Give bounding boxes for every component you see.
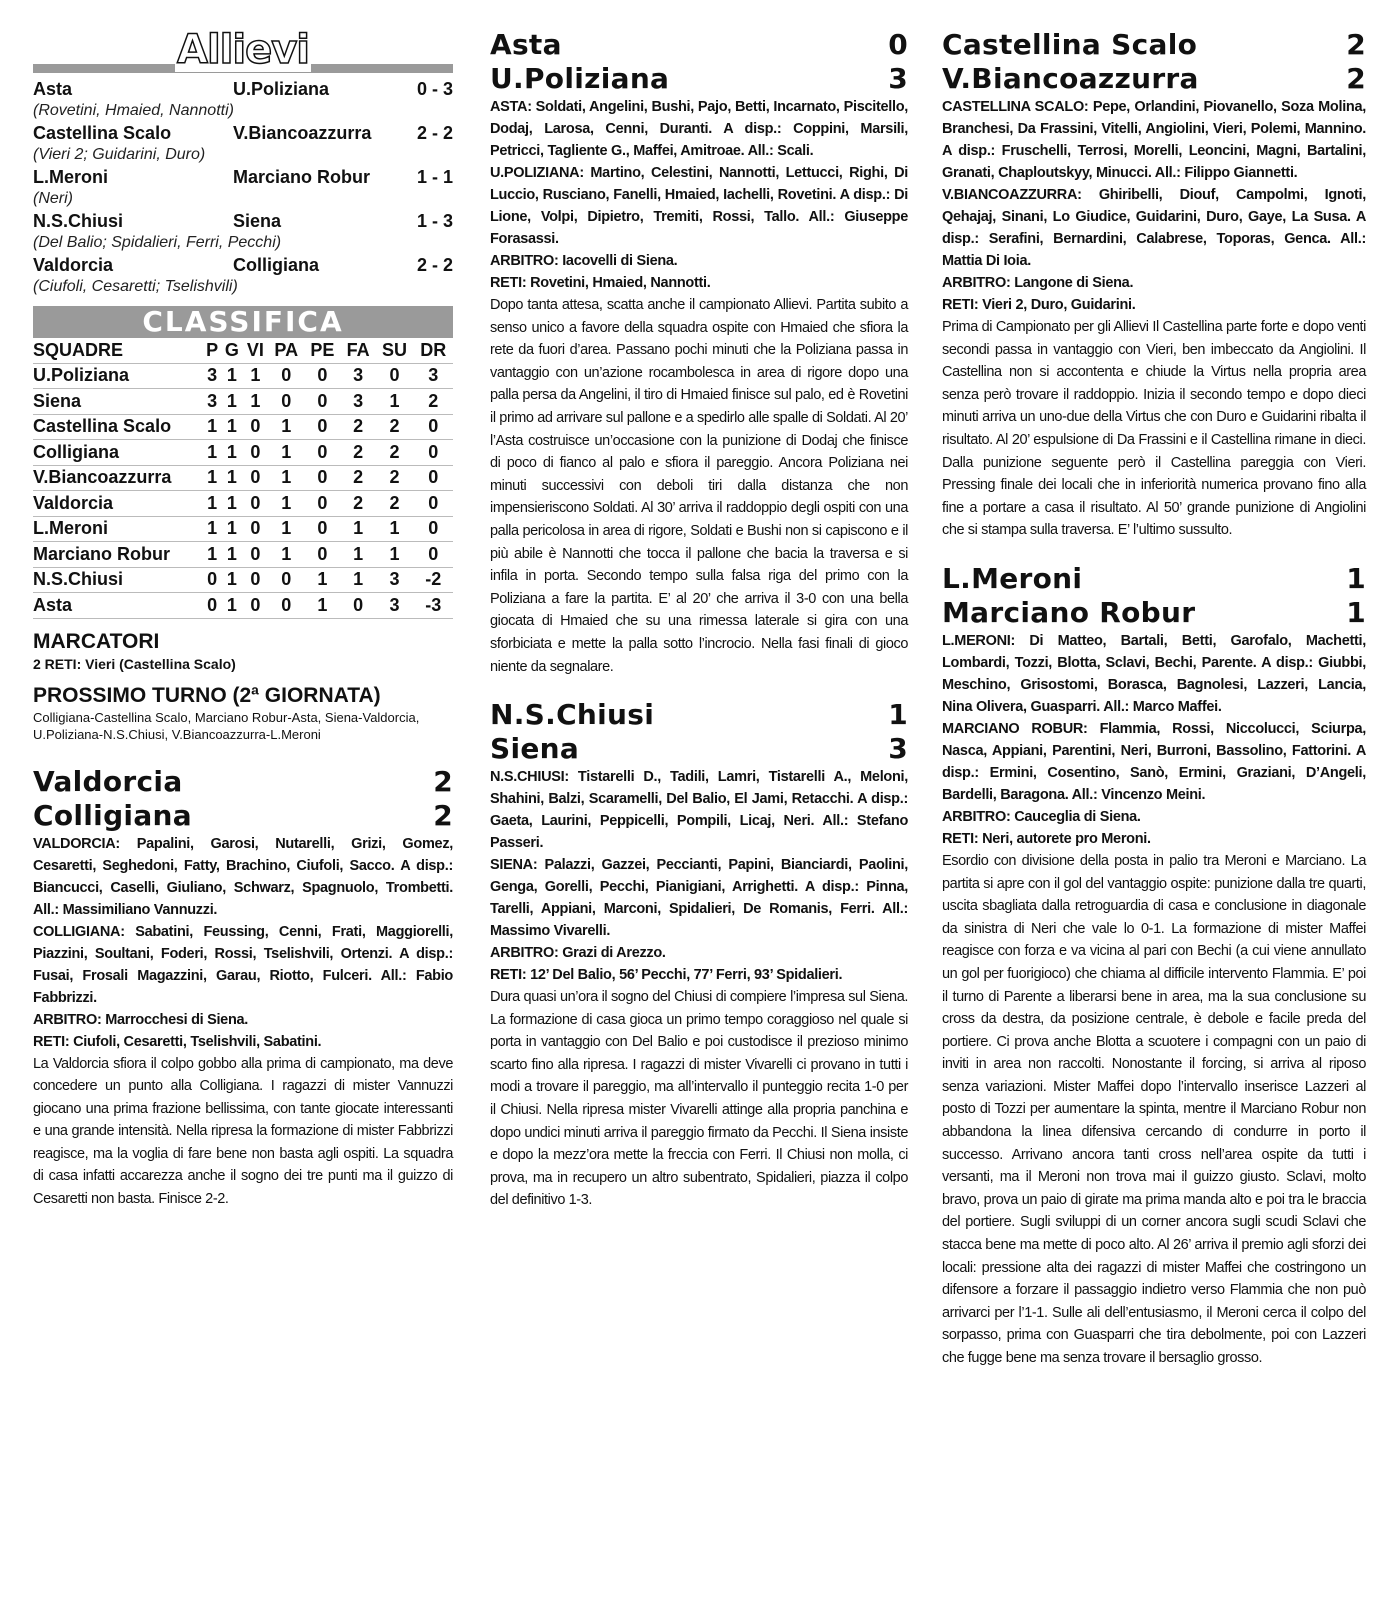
away-team: Siena [490, 732, 580, 766]
report-text: Dura quasi un’ora il sogno del Chiusi di compiere l’impresa sul Siena. La formazione di casa gioca un primo tempo coraggioso nel quale si porta in vantaggio con Del Balio e poi custodisce il prezioso minimo scarto fino alla ripresa. I ragazzi di mister Vivarelli ci provano in tutti i modi a trovare il pareggio, ma all’intervallo il punteggio recita 1-0 per il Chiusi. Nella ripresa mister Vivarelli attinge alla propria panchina e dopo undici minuti arriva il pareggio firmato da Pecchi. Il Siena insiste e dopo la mezz’ora mette la freccia con Ferri. Il Chiusi non molla, ci prova, ma in recupero un altro subentrato, Spidalieri, piazza il colpo del definitivo 1-3. [490, 989, 908, 1209]
home-lineup: L.MERONI: Di Matteo, Bartali, Betti, Garofalo, Machetti, Lombardi, Tozzi, Blotta, Sclavi, Bechi, Parente. A disp.: Giubbi, Meschino, Grisostomi, Borasca, Bagnolesi, Lazzeri, Lancia, Nina Olivera, Guasparri. All.: Marco Maffei. [942, 632, 1366, 715]
stat-cell: 1 [203, 440, 221, 466]
stat-cell: 0 [268, 389, 304, 415]
result-away: Marciano Robur [233, 167, 371, 187]
home-team: Asta [490, 28, 562, 61]
result-away: Siena [233, 211, 282, 231]
away-score: 2 [1346, 62, 1366, 95]
stat-cell: 0 [304, 542, 340, 568]
column-3 [942, 28, 1366, 1380]
stat-cell: 0 [304, 491, 340, 517]
stat-cell: 0 [414, 516, 454, 542]
stat-cell: 1 [221, 491, 242, 517]
next-round-text: Colligiana-Castellina Scalo, Marciano Robur-Asta, Siena-Valdorcia, U.Poliziana-N.S.Chiusi, V.Biancoazzurra-L.Meroni [33, 709, 420, 742]
stat-cell: 1 [242, 389, 268, 415]
result-away: V.Biancoazzurra [233, 123, 372, 143]
stat-cell: 1 [221, 516, 242, 542]
standings-header-cell: PA [268, 338, 304, 363]
result-item [33, 254, 453, 298]
stat-cell: 0 [414, 414, 454, 440]
stat-cell: 0 [304, 389, 340, 415]
away-team: V.Biancoazzurra [942, 62, 1199, 95]
standings-header-cell: VI [242, 338, 268, 363]
stat-cell: 3 [341, 363, 376, 389]
stat-cell: 0 [341, 593, 376, 619]
match-report-chiusi [490, 698, 908, 1212]
result-home: Castellina Scalo [33, 123, 172, 143]
stat-cell: 0 [376, 363, 414, 389]
away-score: 3 [888, 732, 908, 766]
away-lineup: U.POLIZIANA: Martino, Celestini, Nannotti, Lettucci, Righi, Di Luccio, Rusciano, Fanelli, Hmaied, Iachelli, Rovetini. A disp.: Di Lione, Volpi, Dipietro, Tremiti, Rossi, Tallo. All.: Giuseppe Forasassi. [490, 165, 908, 247]
result-scorers: (Vieri 2; Guidarini, Duro) [33, 146, 206, 163]
stat-cell: 1 [221, 567, 242, 593]
stat-cell: 1 [376, 516, 414, 542]
stat-cell: 1 [221, 593, 242, 619]
stat-cell: 0 [242, 567, 268, 593]
referee: ARBITRO: Cauceglia di Siena. [942, 808, 1141, 825]
section-title: Allievi [176, 27, 310, 73]
stat-cell: 0 [304, 414, 340, 440]
team-name: Castellina Scalo [33, 414, 203, 440]
stat-cell: 3 [414, 363, 454, 389]
stat-cell: 2 [341, 491, 376, 517]
away-score: 1 [1346, 595, 1366, 629]
standings-header-cell: SU [376, 338, 414, 363]
stat-cell: 1 [221, 363, 242, 389]
stat-cell: 2 [341, 414, 376, 440]
stat-cell: 0 [414, 440, 454, 466]
stat-cell: 0 [242, 440, 268, 466]
report-text: Dopo tanta attesa, scatta anche il campionato Allievi. Partita subito a senso unico a favore della squadra ospite con Hmaied che sfiora la rete da fuori d’area. Passano pochi minuti che la Poliziana passa in vantaggio con un’azione rocambolesca in area di rigore dopo una palla persa da Angelini, il tiro di Hmaied finisce sul palo, ed è Rovetini il primo ad arrivare sul pallone e a spedirlo alle spalle di Soldati. Al 20’ l’Asta costruisce un’occasione con la punizione di Dodaj che finisce di poco di fianco al palo e sfiora il pareggio. Ancora Poliziana nei minuti successivi con deboli tiri dalla distanza che non impensieriscono Soldati. Al 30’ arriva il raddoppio degli ospiti con una palla pericolosa in area di rigore, Soldati e Bushi non si capiscono e il più abile è Nannotti che tocca il pallone che bacia la traversa e si infila in porta. Secondo tempo sulla falsa riga del primo con la Poliziana a fare la partita. E’ al 20’ che arriva il 3-0 con una bella giocata di Hmaied che su una rimessa laterale si gira con una sforbiciata e mette la palla sotto l’incrocio. Nella fasi finali di gioco niente da segnalare. [490, 297, 908, 675]
stat-cell: 0 [268, 363, 304, 389]
match-report-asta [490, 28, 908, 678]
home-score: 1 [1346, 561, 1366, 595]
scorers-title: MARCATORI [33, 629, 160, 653]
stat-cell: 1 [221, 389, 242, 415]
stat-cell: 1 [203, 465, 221, 491]
goals: RETI: Vieri 2, Duro, Guidarini. [942, 297, 1136, 313]
home-lineup: ASTA: Soldati, Angelini, Bushi, Pajo, Betti, Incarnato, Piscitello, Dodaj, Larosa, Cenni, Duranti. A disp.: Coppini, Marsili, Petricci, Tagliente G., Maffei, Amitroae. All.: Scali. [490, 99, 908, 159]
standings-header-cell: P [203, 338, 221, 363]
result-away: U.Poliziana [233, 79, 330, 99]
standings-title: CLASSIFICA [33, 306, 453, 338]
stat-cell: -3 [414, 593, 454, 619]
column-2 [490, 28, 908, 1222]
stat-cell: 0 [203, 567, 221, 593]
standings-body [33, 363, 453, 618]
team-name: Valdorcia [33, 491, 203, 517]
match-report-valdorcia [33, 765, 453, 1211]
standings-header-row [33, 338, 453, 363]
stat-cell: 1 [376, 389, 414, 415]
result-home: Valdorcia [33, 255, 114, 275]
stat-cell: 1 [376, 542, 414, 568]
stat-cell: 0 [242, 593, 268, 619]
report-text: Prima di Campionato per gli Allievi Il Castellina parte forte e dopo venti secondi passa in vantaggio con Vieri, ben imbeccato da Angiolini. Il Castellina non si accontenta e chiude la Virtus nella propria area senza però trovare il raddoppio. Inizia il secondo tempo e dopo dieci minuti arriva un uno-due della Virtus che con Duro e Guidarini ribalta il risultato. Al 20’ espulsione di Da Frassini e il Castellina rimane in dieci. Dalla punizione seguente però il Castellina pareggia con Vieri. Pressing finale dei locali che in inferiorità numerica provano fino alla fine a portare a casa il risultato. Al 50’ grande punizione di Angiolini che si stampa sulla traversa. E’ l’ultimo sussulto. [942, 319, 1366, 539]
team-name: Colligiana [33, 440, 203, 466]
stat-cell: 0 [242, 542, 268, 568]
referee: ARBITRO: Langone di Siena. [942, 275, 1134, 291]
stat-cell: 1 [304, 567, 340, 593]
result-score: 1 - 1 [416, 167, 453, 187]
stat-cell: 1 [268, 440, 304, 466]
stat-cell: -2 [414, 567, 454, 593]
stat-cell: 2 [341, 465, 376, 491]
result-item [33, 78, 453, 122]
stat-cell: 1 [341, 542, 376, 568]
table-row [33, 567, 453, 593]
result-scorers: (Neri) [33, 190, 73, 207]
home-team: Valdorcia [33, 764, 183, 798]
home-score: 2 [1346, 28, 1366, 61]
goals: RETI: Ciufoli, Cesaretti, Tselishvili, Sabatini. [33, 1033, 322, 1050]
stat-cell: 1 [268, 542, 304, 568]
standings-table [33, 338, 453, 619]
results-list [33, 78, 453, 298]
stat-cell: 1 [221, 414, 242, 440]
stat-cell: 0 [414, 542, 454, 568]
stat-cell: 1 [221, 542, 242, 568]
stat-cell: 1 [242, 363, 268, 389]
result-item [33, 122, 453, 166]
stat-cell: 0 [304, 363, 340, 389]
standings-header-cell: G [221, 338, 242, 363]
team-name: L.Meroni [33, 516, 203, 542]
stat-cell: 0 [304, 516, 340, 542]
stat-cell: 3 [203, 389, 221, 415]
match-report-meroni [942, 562, 1366, 1370]
table-row [33, 516, 453, 542]
stat-cell: 0 [304, 465, 340, 491]
result-home: N.S.Chiusi [33, 211, 124, 231]
result-home: L.Meroni [33, 167, 108, 187]
report-text: La Valdorcia sfiora il colpo gobbo alla prima di campionato, ma deve concedere un punto alla Colligiana. I ragazzi di mister Vannuzzi giocano una prima frazione bellissima, con tante giocate interessanti e una grande intensità. Nella ripresa la formazione di mister Fabbrizzi reagisce, ma la voglia di fare bene non basta agli ospiti. La squadra di casa infatti accarezza anche il sogno dei tre punti ma il guizzo di Cesaretti non basta. Finisce 2-2. [33, 1055, 453, 1208]
stat-cell: 1 [341, 516, 376, 542]
away-team: Colligiana [33, 798, 192, 832]
section-header [33, 28, 453, 72]
match-report-castellina [942, 28, 1366, 542]
table-row [33, 389, 453, 415]
home-lineup: CASTELLINA SCALO: Pepe, Orlandini, Piovanello, Soza Molina, Branchesi, Da Frassini, Vitelli, Angiolini, Vieri, Polemi, Mannino. A disp.: Fruschelli, Terrosi, Morelli, Leoncini, Magni, Bartalini, Granati, Chaploutskyy, Minucci. All.: Filippo Giannetti. [942, 99, 1366, 181]
result-scorers: (Del Balio; Spidalieri, Ferri, Pecchi) [33, 234, 282, 251]
result-score: 2 - 2 [416, 255, 453, 275]
home-lineup: VALDORCIA: Papalini, Garosi, Nutarelli, Grizi, Gomez, Cesaretti, Seghedoni, Fatty, Brachino, Ciufoli, Sacco. A disp.: Biancucci, Caselli, Giuliano, Schwarz, Spagnuolo, Trombetti. All.: Massimiliano Vannuzzi. [33, 835, 453, 918]
away-score: 2 [433, 798, 453, 832]
away-lineup: V.BIANCOAZZURRA: Ghiribelli, Diouf, Campolmi, Ignoti, Qehajaj, Sinani, Lo Giudice, Guidarini, Duro, Gaye, La Susa. A disp.: Serafini, Bernardini, Calabrese, Toporas, Genca. All.: Mattia Di Ioia. [942, 187, 1366, 269]
stat-cell: 0 [304, 440, 340, 466]
stat-cell: 0 [414, 491, 454, 517]
stat-cell: 2 [414, 389, 454, 415]
home-score: 1 [888, 698, 908, 732]
stat-cell: 0 [242, 491, 268, 517]
table-row [33, 465, 453, 491]
standings-header-cell: SQUADRE [33, 338, 203, 363]
standings-header-cell: DR [414, 338, 454, 363]
stat-cell: 1 [304, 593, 340, 619]
stat-cell: 2 [341, 440, 376, 466]
stat-cell: 0 [242, 516, 268, 542]
table-row [33, 414, 453, 440]
result-item [33, 166, 453, 210]
stat-cell: 2 [376, 440, 414, 466]
stat-cell: 0 [242, 465, 268, 491]
away-score: 3 [888, 62, 908, 95]
stat-cell: 1 [341, 567, 376, 593]
stat-cell: 0 [268, 567, 304, 593]
goals: RETI: Neri, autorete pro Meroni. [942, 830, 1151, 847]
stat-cell: 3 [376, 567, 414, 593]
table-row [33, 363, 453, 389]
standings-header-cell: PE [304, 338, 340, 363]
result-away: Colligiana [233, 255, 320, 275]
next-round-title: PROSSIMO TURNO (2ª GIORNATA) [33, 683, 381, 707]
team-name: U.Poliziana [33, 363, 203, 389]
result-score: 1 - 3 [416, 211, 453, 231]
team-name: N.S.Chiusi [33, 567, 203, 593]
home-lineup: N.S.CHIUSI: Tistarelli D., Tadili, Lamri, Tistarelli A., Meloni, Shahini, Balzi, Scaramelli, Del Balio, El Jami, Retacchi. A disp.: Gaeta, Laurini, Peppicelli, Pompili, Licaj, Neri. All.: Stefano Passeri. [490, 769, 908, 852]
team-name: Siena [33, 389, 203, 415]
table-row [33, 542, 453, 568]
stat-cell: 0 [203, 593, 221, 619]
referee: ARBITRO: Iacovelli di Siena. [490, 253, 678, 269]
referee: ARBITRO: Grazi di Arezzo. [490, 945, 666, 962]
stat-cell: 0 [268, 593, 304, 619]
away-lineup: SIENA: Palazzi, Gazzei, Peccianti, Papini, Bianciardi, Paolini, Genga, Gorelli, Pecchi, Pianigiani, Arrighetti. A disp.: Pinna, Tarelli, Appiani, Marconi, Spidalieri, De Romanis, Ferri. All.: Massimo Vivarelli. [490, 857, 908, 940]
stat-cell: 3 [376, 593, 414, 619]
away-team: U.Poliziana [490, 62, 670, 95]
scorers-text: 2 RETI: Vieri (Castellina Scalo) [33, 655, 236, 672]
stat-cell: 3 [203, 363, 221, 389]
stat-cell: 0 [414, 465, 454, 491]
standings-header [33, 338, 453, 363]
stat-cell: 1 [268, 414, 304, 440]
result-score: 0 - 3 [416, 79, 453, 99]
stat-cell: 3 [341, 389, 376, 415]
standings-header-cell: FA [341, 338, 376, 363]
goals: RETI: Rovetini, Hmaied, Nannotti. [490, 275, 711, 291]
home-score: 0 [888, 28, 908, 61]
report-text: Esordio con divisione della posta in palio tra Meroni e Marciano. La partita si apre con il gol del vantaggio ospite: punizione dalla tre quarti, uscita sbagliata dalla retroguardia di casa e conclusione in diagonale da sinistra di Neri che vale lo 0-1. La formazione di mister Maffei reagisce con forza e va vicina al pari con Bechi (a cui viene annullato un gol per fuorigioco) che chiama al difficile intervento Flammia. E’ poi il turno di Parente a liberarsi bene in area, ma la sua conclusione su cross da destra, da posizione centrale, è debole e facile preda del portiere. Ci prova anche Blotta a scuotere i compagni con un paio di inviti in area non raccolti. Nonostante il forcing, si arriva al riposo senza variazioni. Mister Maffei dopo l’intervallo inserisce Lazzeri al posto di Tozzi per aumentare la spinta, mentre il Marciano Robur non abbandona la linea difensiva cercando di condurre in porto il successo. Arrivano ancora tanti cross nell’area ospite da tutti i versanti, ma il Meroni non trova mai il guizzo giusto. Sclavi, molto bravo, prova un paio di girate ma prima manda alto e poi tra le braccia del portiere. Sugli sviluppi di un corner ancora sugli scudi Sclavi che stacca bene ma mette di poco alto. Al 26’ arriva il premio agli sforzi dei locali: pressione alta dei ragazzi di mister Maffei che costringono un difensore a forzare il passaggio indietro verso Flammia che non può arrivarci per l’1-1. Sulle ali dell’entusiasmo, il Meroni cerca il colpo del sorpasso, prima con Guasparri che tira debolmente, poi con Lazzeri che fugge bene ma senza trovare il bersaglio grosso. [942, 852, 1366, 1366]
stat-cell: 1 [203, 542, 221, 568]
stat-cell: 0 [242, 414, 268, 440]
stat-cell: 1 [268, 465, 304, 491]
team-name: Asta [33, 593, 203, 619]
stat-cell: 2 [376, 491, 414, 517]
result-scorers: (Rovetini, Hmaied, Nannotti) [33, 102, 234, 119]
referee: ARBITRO: Marrocchesi di Siena. [33, 1011, 248, 1028]
table-row [33, 440, 453, 466]
column-1 [33, 28, 453, 1221]
stat-cell: 1 [268, 516, 304, 542]
team-name: V.Biancoazzurra [33, 465, 203, 491]
stat-cell: 1 [221, 465, 242, 491]
result-home: Asta [33, 79, 73, 99]
table-row [33, 491, 453, 517]
stat-cell: 1 [221, 440, 242, 466]
team-name: Marciano Robur [33, 542, 203, 568]
goals: RETI: 12’ Del Balio, 56’ Pecchi, 77’ Ferri, 93’ Spidalieri. [490, 967, 843, 984]
home-team: N.S.Chiusi [490, 698, 655, 732]
away-team: Marciano Robur [942, 595, 1196, 629]
stat-cell: 2 [376, 414, 414, 440]
home-score: 2 [433, 764, 453, 798]
away-lineup: COLLIGIANA: Sabatini, Feussing, Cenni, Frati, Maggiorelli, Piazzini, Soultani, Foderi, Rossi, Tselishvili, Ortenzi. A disp.: Fusai, Frosali Magazzini, Garau, Riotto, Fulceri. All.: Fabio Fabbrizzi. [33, 923, 453, 1006]
stat-cell: 1 [203, 516, 221, 542]
stat-cell: 1 [203, 491, 221, 517]
stat-cell: 2 [376, 465, 414, 491]
home-team: L.Meroni [942, 561, 1083, 595]
home-team: Castellina Scalo [942, 28, 1198, 61]
result-scorers: (Ciufoli, Cesaretti; Tselishvili) [33, 278, 238, 295]
result-item [33, 210, 453, 254]
stat-cell: 1 [203, 414, 221, 440]
away-lineup: MARCIANO ROBUR: Flammia, Rossi, Niccolucci, Sciurpa, Nasca, Appiani, Parentini, Neri, Burroni, Bassolino, Fattorini. A disp.: Ermini, Cosentino, Sanò, Ermini, Graziani, D’Angeli, Bardelli, Baragona. All.: Vincenzo Meini. [942, 720, 1366, 803]
result-score: 2 - 2 [416, 123, 453, 143]
stat-cell: 1 [268, 491, 304, 517]
table-row [33, 593, 453, 619]
